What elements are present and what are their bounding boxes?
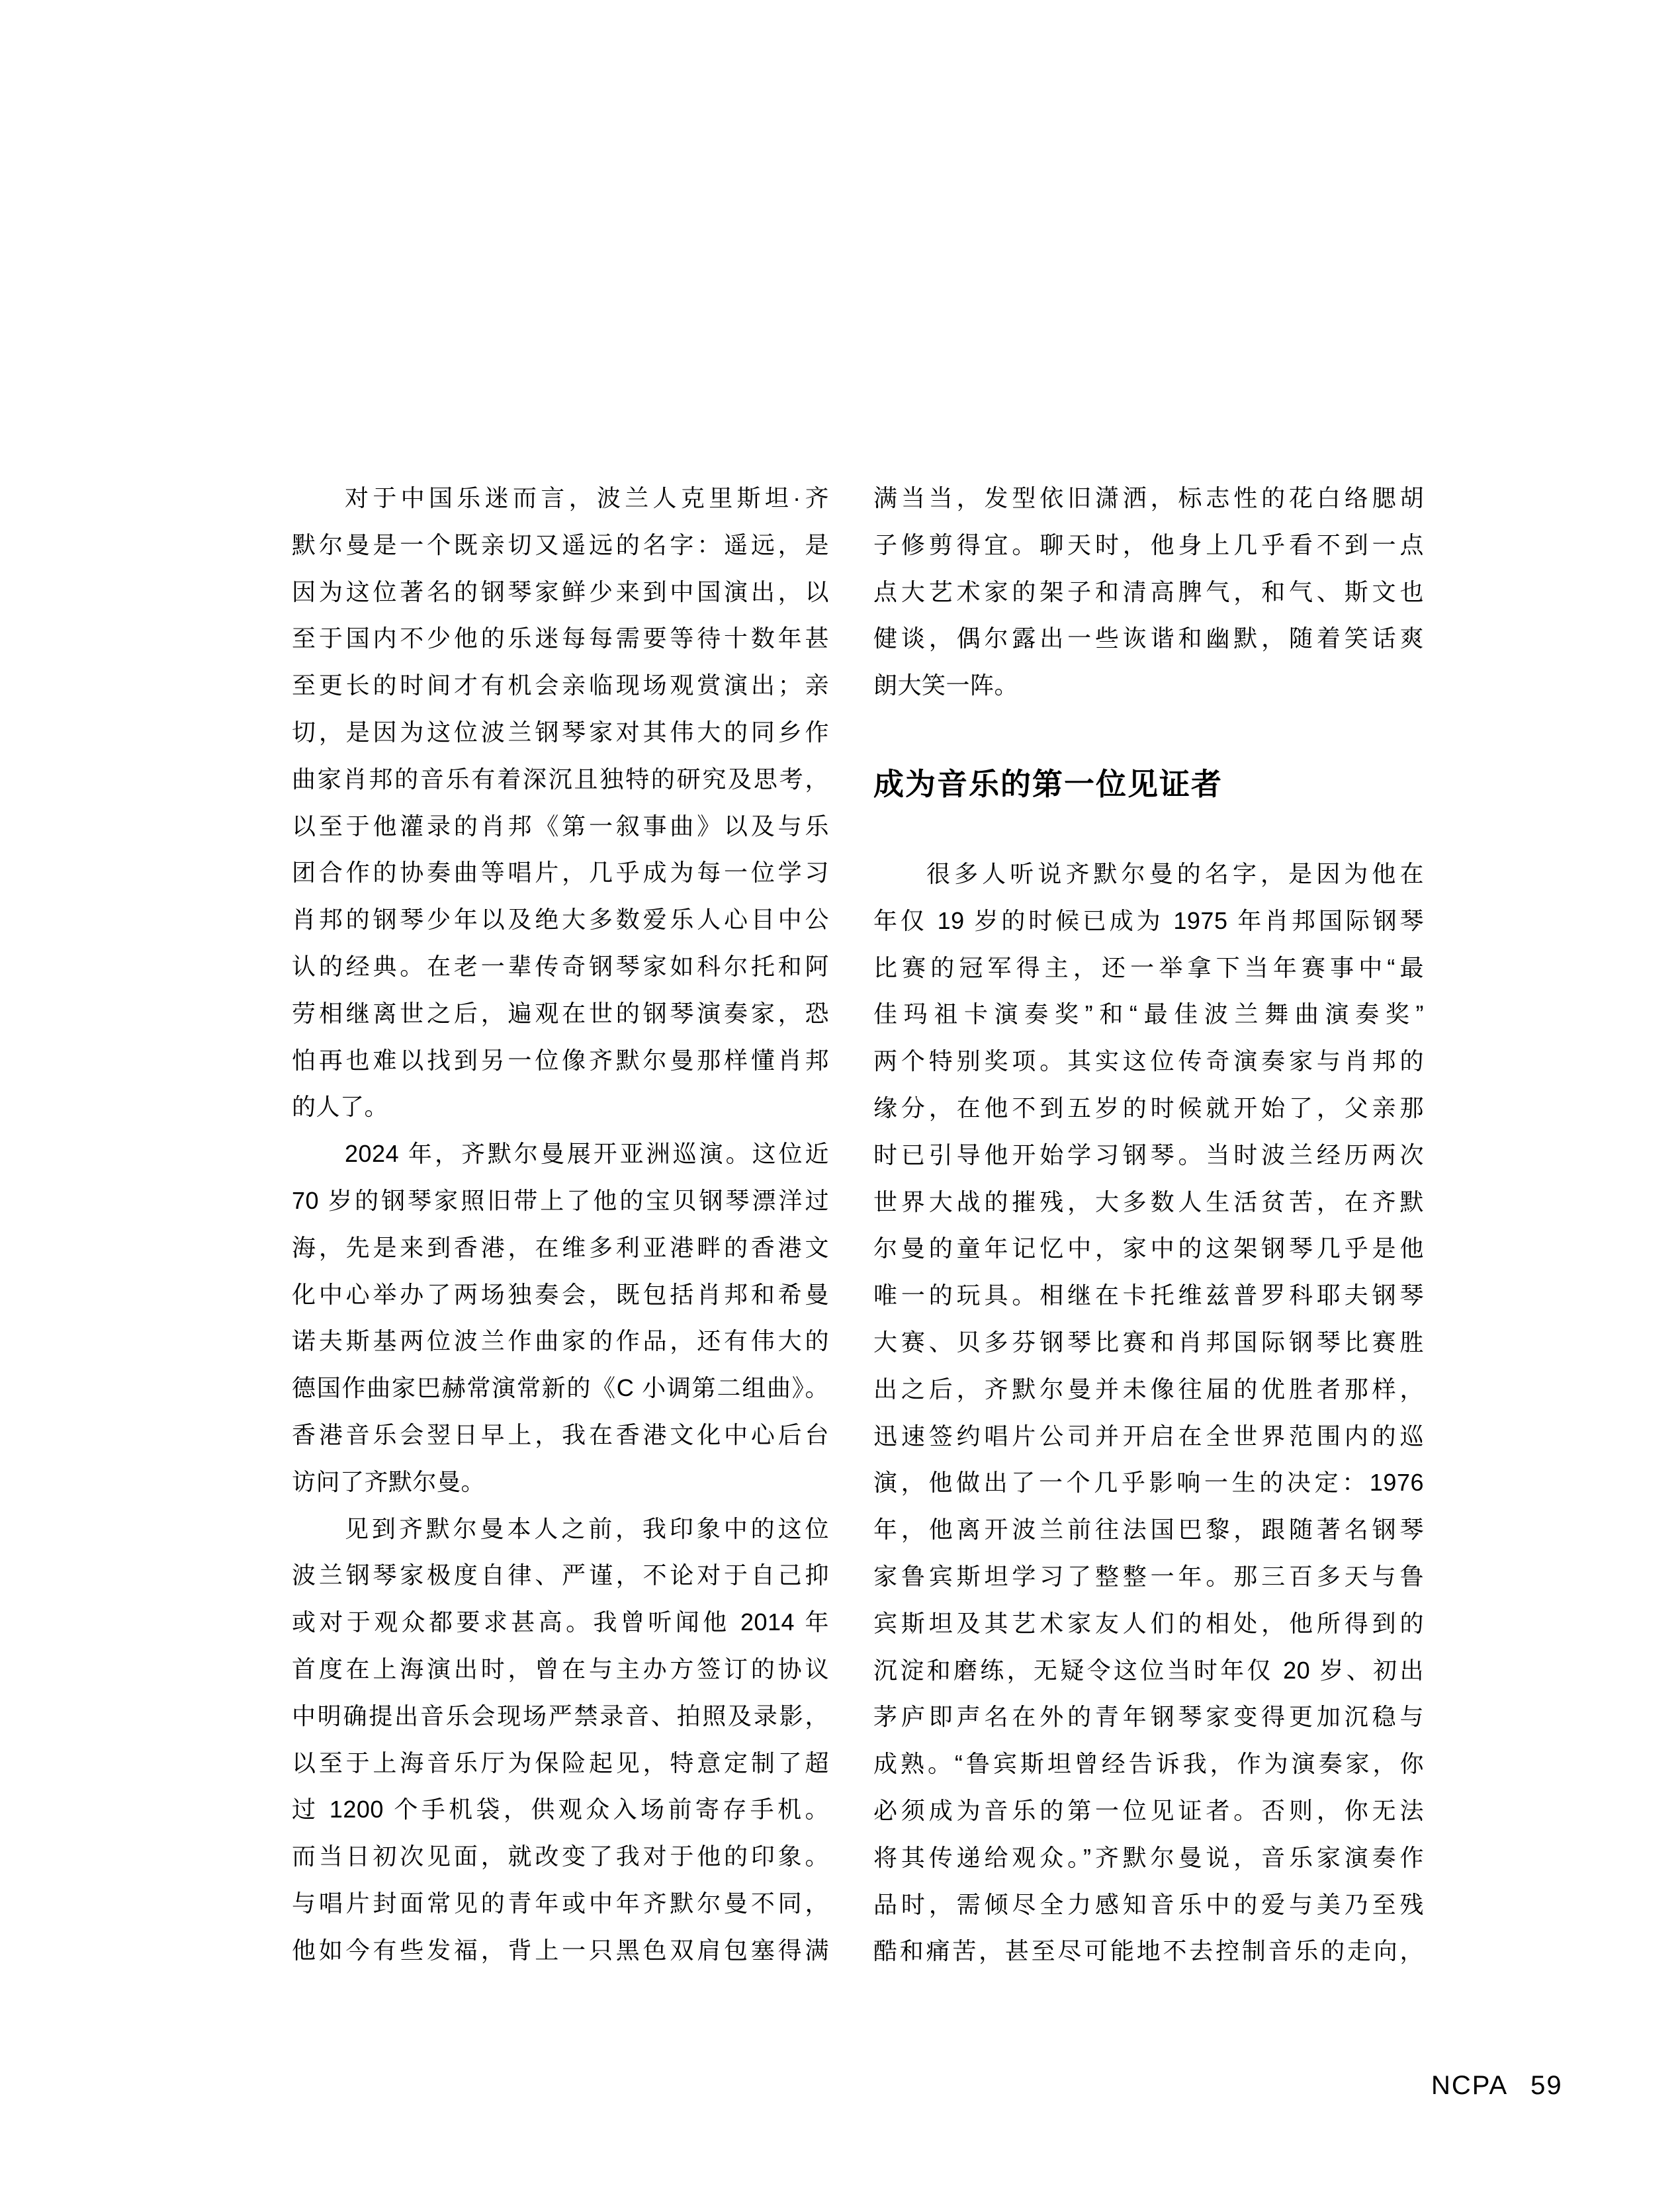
section-heading: 成为音乐的第一位见证者 [873, 766, 1223, 801]
text-line: 出之后，齐默尔曼并未像往届的优胜者那样， [873, 1375, 1424, 1403]
article-column-right [873, 475, 1424, 1975]
text-line: 年，他离开波兰前往法国巴黎，跟随著名钢琴 [873, 1516, 1424, 1544]
text-line: 演，他做出了一个几乎影响一生的决定：1976 [873, 1469, 1424, 1497]
text-line: 对于中国乐迷而言，波兰人克里斯坦·齐 [345, 484, 829, 511]
text-line: 沉淀和磨练，无疑令这位当时年仅 20 岁、初出 [873, 1656, 1424, 1684]
text-line: 香港音乐会翌日早上，我在香港文化中心后台 [292, 1421, 829, 1448]
text-line: 波兰钢琴家极度自律、严谨，不论对于自己抑 [292, 1561, 829, 1589]
text-line: 迅速签约唱片公司并开启在全世界范围内的巡 [873, 1422, 1424, 1450]
text-line: 缘分，在他不到五岁的时候就开始了，父亲那 [873, 1094, 1424, 1121]
text-line: 时已引导他开始学习钢琴。当时波兰经历两次 [873, 1141, 1424, 1168]
text-line: 很多人听说齐默尔曼的名字，是因为他在 [926, 859, 1424, 887]
text-line: 世界大战的摧残，大多数人生活贫苦，在齐默 [873, 1188, 1424, 1215]
text-line: 将其传递给观众。”齐默尔曼说，音乐家演奏作 [873, 1843, 1424, 1871]
text-line: 尔曼的童年记忆中，家中的这架钢琴几乎是他 [873, 1235, 1424, 1262]
text-line: 至于国内不少他的乐迷每每需要等待十数年甚 [292, 625, 829, 652]
text-line: 茅庐即声名在外的青年钢琴家变得更加沉稳与 [873, 1703, 1424, 1731]
text-line: 点大艺术家的架子和清高脾气，和气、斯文也 [873, 578, 1424, 605]
text-line: 宾斯坦及其艺术家友人们的相处，他所得到的 [873, 1609, 1424, 1637]
text-line: 切，是因为这位波兰钢琴家对其伟大的同乡作 [292, 718, 829, 746]
text-line: 团合作的协奏曲等唱片，几乎成为每一位学习 [292, 859, 829, 887]
text-line: 劳相继离世之后，遍观在世的钢琴演奏家，恐 [292, 999, 829, 1027]
text-line: 70 岁的钢琴家照旧带上了他的宝贝钢琴漂洋过 [292, 1186, 829, 1214]
text-line: 以至于他灌录的肖邦《第一叙事曲》以及与乐 [292, 812, 829, 840]
text-line: 访问了齐默尔曼。 [292, 1467, 486, 1495]
text-line: 因为这位著名的钢琴家鲜少来到中国演出，以 [292, 578, 829, 605]
text-line: 朗大笑一阵。 [873, 672, 1019, 699]
text-line: 大赛、贝多芬钢琴比赛和肖邦国际钢琴比赛胜 [873, 1328, 1424, 1356]
text-line: 2024 年，齐默尔曼展开亚洲巡演。这位近 [345, 1140, 829, 1168]
text-line: 中明确提出音乐会现场严禁录音、拍照及录影， [292, 1702, 829, 1729]
text-line: 与唱片封面常见的青年或中年齐默尔曼不同， [292, 1889, 829, 1917]
text-line: 两个特别奖项。其实这位传奇演奏家与肖邦的 [873, 1047, 1424, 1075]
text-line: 德国作曲家巴赫常演常新的《C 小调第二组曲》。 [292, 1374, 829, 1402]
text-line: 酷和痛苦，甚至尽可能地不去控制音乐的走向， [873, 1937, 1424, 1965]
text-line: 首度在上海演出时，曾在与主办方签订的协议 [292, 1655, 829, 1683]
text-line: 子修剪得宜。聊天时，他身上几乎看不到一点 [873, 531, 1424, 558]
text-line: 化中心举办了两场独奏会，既包括肖邦和希曼 [292, 1280, 829, 1308]
text-line: 至更长的时间才有机会亲临现场观赏演出；亲 [292, 672, 829, 699]
text-line: 唯一的玩具。相继在卡托维兹普罗科耶夫钢琴 [873, 1282, 1424, 1309]
text-line: 认的经典。在老一辈传奇钢琴家如科尔托和阿 [292, 952, 829, 980]
page-footer [1431, 2071, 1563, 2101]
text-line: 海，先是来到香港，在维多利亚港畔的香港文 [292, 1233, 829, 1261]
text-line: 怕再也难以找到另一位像齐默尔曼那样懂肖邦 [292, 1046, 829, 1074]
text-line: 比赛的冠军得主，还一举拿下当年赛事中“最 [873, 953, 1424, 981]
journal-name: NCPA [1431, 2071, 1509, 2100]
text-line: 而当日初次见面，就改变了我对于他的印象。 [292, 1843, 829, 1870]
text-line: 佳玛祖卡演奏奖”和“最佳波兰舞曲演奏奖” [873, 1000, 1424, 1028]
text-line: 过 1200 个手机袋，供观众入场前寄存手机。 [292, 1796, 829, 1823]
text-line: 肖邦的钢琴少年以及绝大多数爱乐人心目中公 [292, 906, 829, 934]
article-column-left [292, 475, 829, 1974]
text-line: 家鲁宾斯坦学习了整整一年。那三百多天与鲁 [873, 1562, 1424, 1590]
text-line: 满当当，发型依旧潇洒，标志性的花白络腮胡 [873, 484, 1424, 511]
page-number: 59 [1530, 2071, 1563, 2100]
text-line: 成熟。“鲁宾斯坦曾经告诉我，作为演奏家，你 [873, 1750, 1424, 1778]
text-line: 健谈，偶尔露出一些诙谐和幽默，随着笑话爽 [873, 625, 1424, 652]
text-line: 见到齐默尔曼本人之前，我印象中的这位 [345, 1514, 829, 1542]
text-line: 的人了。 [292, 1093, 389, 1121]
text-line: 他如今有些发福，背上一只黑色双肩包塞得满 [292, 1936, 829, 1964]
text-line: 诺夫斯基两位波兰作曲家的作品，还有伟大的 [292, 1327, 829, 1355]
text-line: 或对于观众都要求甚高。我曾听闻他 2014 年 [292, 1608, 829, 1636]
text-line: 默尔曼是一个既亲切又遥远的名字：遥远，是 [292, 531, 829, 558]
text-line: 年仅 19 岁的时候已成为 1975 年肖邦国际钢琴 [873, 906, 1424, 934]
text-line: 以至于上海音乐厅为保险起见，特意定制了超 [292, 1749, 829, 1776]
text-line: 品时，需倾尽全力感知音乐中的爱与美乃至残 [873, 1890, 1424, 1918]
text-line: 曲家肖邦的音乐有着深沉且独特的研究及思考， [292, 765, 829, 793]
text-line: 必须成为音乐的第一位见证者。否则，你无法 [873, 1796, 1424, 1824]
